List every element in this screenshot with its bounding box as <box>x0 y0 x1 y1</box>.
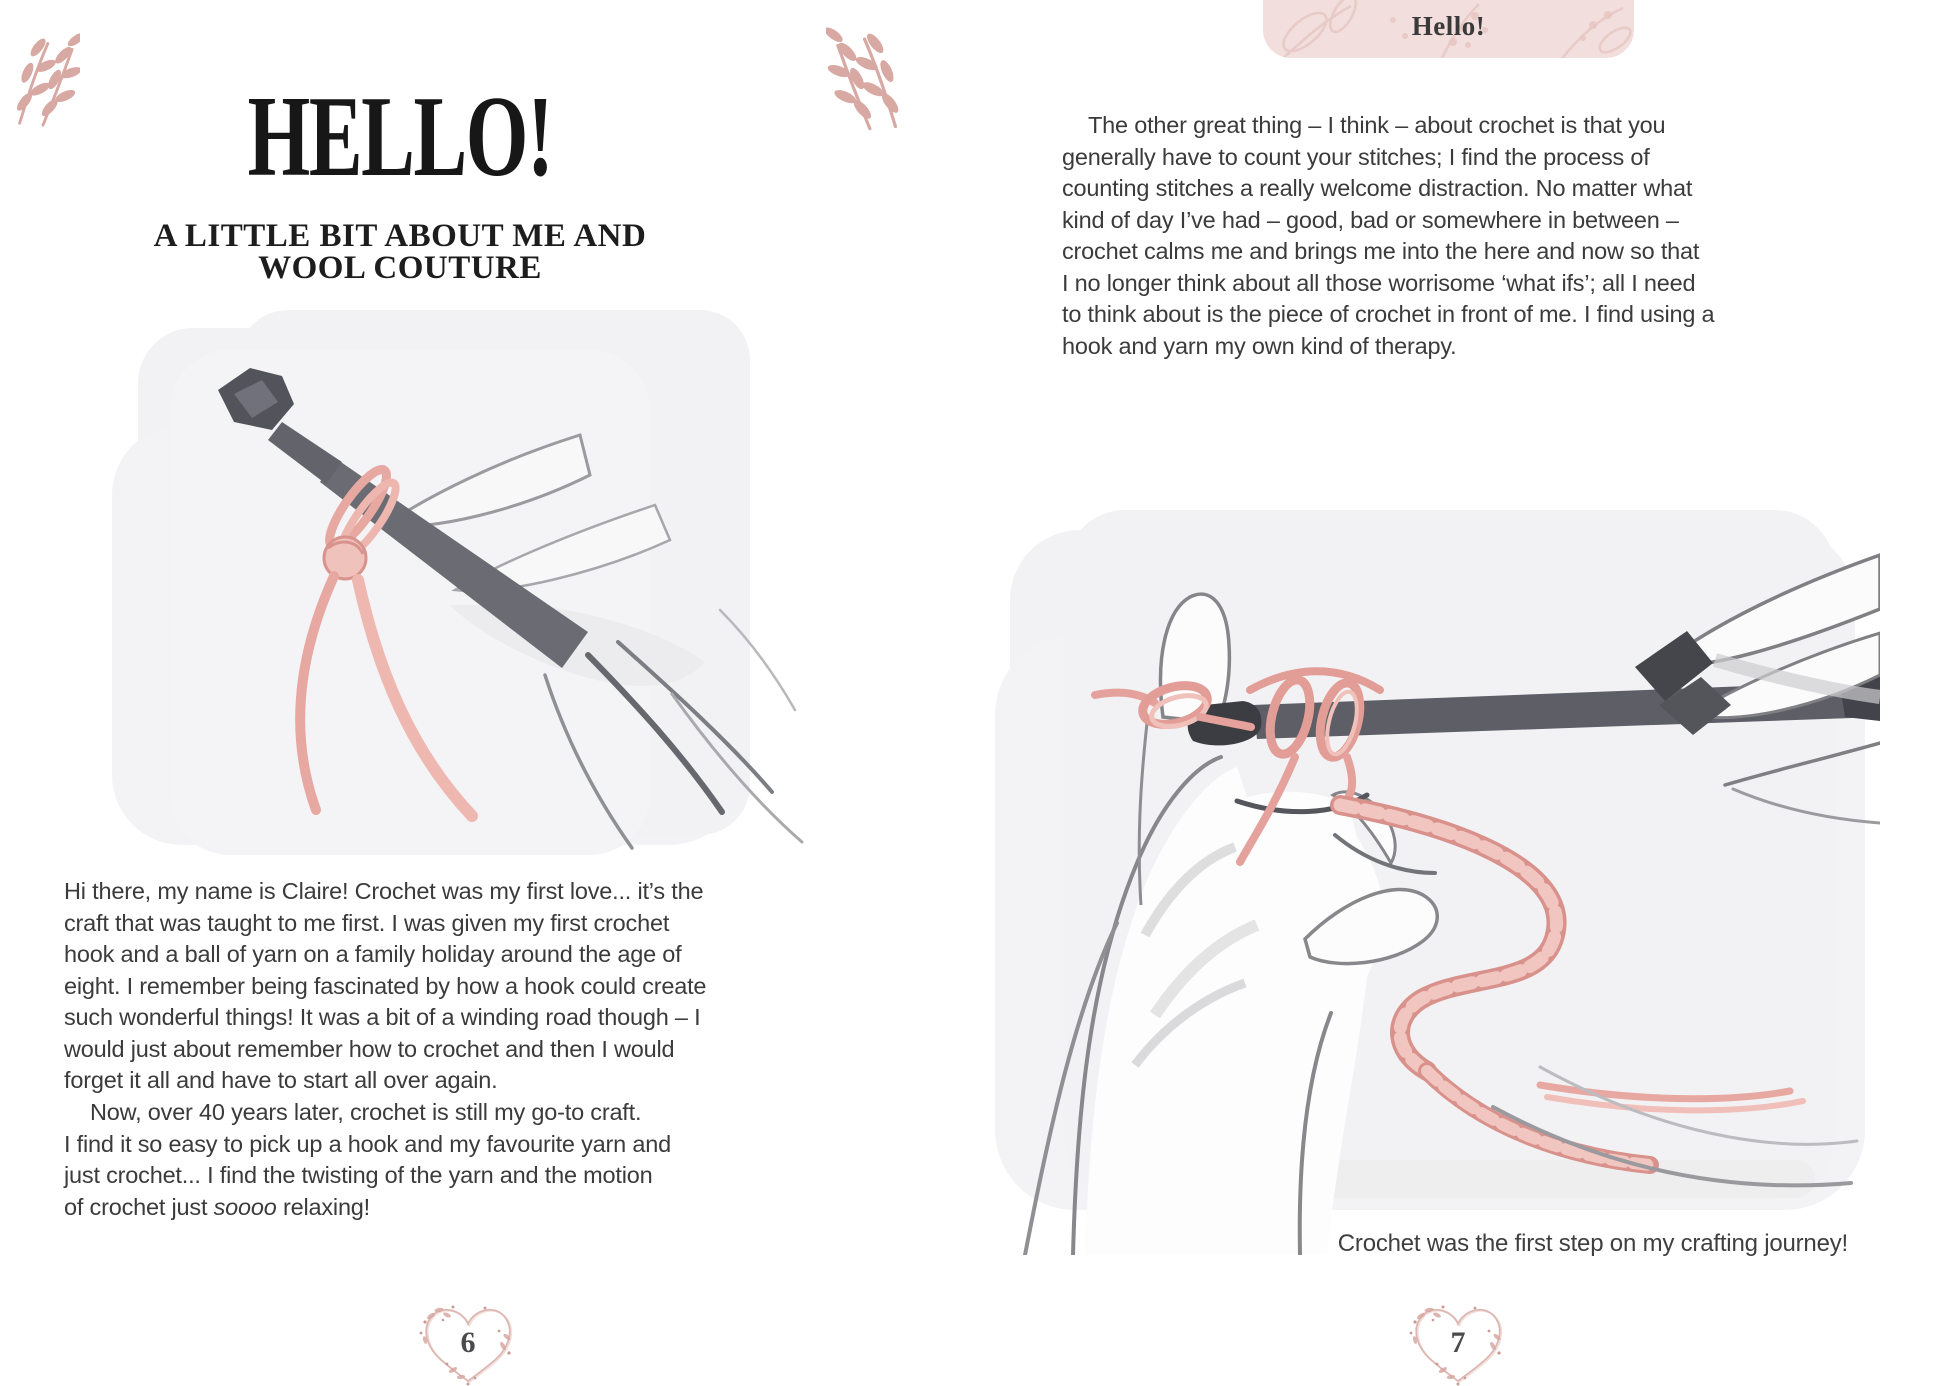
text-line <box>64 1192 854 1224</box>
text-line: The other great thing – I think – about crochet is that you <box>1088 112 1666 138</box>
chapter-tab-label: Hello! <box>1411 10 1486 41</box>
subtitle-line-2: WOOL COUTURE <box>258 250 542 286</box>
text-line: Hi there, my name is Claire! Crochet was my first love... it’s the <box>64 878 704 904</box>
italic-text-segment: soooo <box>213 1193 277 1220</box>
illustration-caption: Crochet was the first step on my crafting journey! <box>1337 1230 1848 1257</box>
about-paragraph-2 <box>64 1097 854 1223</box>
text-line: I find it so easy to pick up a hook and my favourite yarn and <box>64 1130 671 1157</box>
right-page <box>970 0 1940 1386</box>
text-line: to think about is the piece of crochet in front of me. I find using a <box>1062 301 1715 327</box>
crocheting-hands-illustration <box>995 505 1880 1255</box>
text-line: hook and a ball of yarn on a family holiday around the age of <box>64 941 682 967</box>
about-paragraph-1 <box>64 876 854 1097</box>
chapter-tab <box>1263 0 1634 58</box>
page-number-heart-left <box>413 1300 523 1386</box>
page-subtitle <box>90 220 710 284</box>
text-line: I no longer think about all those worrisome ‘what ifs’; all I need <box>1062 269 1696 296</box>
leaf-branches-icon <box>2 28 80 130</box>
page-number-heart-right <box>1403 1300 1513 1386</box>
crochet-hook-illustration <box>110 310 830 865</box>
text-line: Now, over 40 years later, crochet is still my go-to craft. <box>90 1099 642 1125</box>
subtitle-line-1: A LITTLE BIT ABOUT ME AND <box>153 218 647 254</box>
text-line: kind of day I’ve had – good, bad or somewhere in between – <box>1062 206 1679 233</box>
text-line: forget it all and have to start all over again. <box>64 1067 498 1093</box>
text-line: just crochet... I find the twisting of the yarn and the motion <box>64 1162 653 1188</box>
text-line: such wonderful things! It was a bit of a winding road though – I <box>64 1004 701 1030</box>
text-line: crochet calms me and brings me into the here and now so that <box>1062 238 1700 264</box>
therapy-paragraph <box>1062 110 1862 362</box>
text-segment: of crochet just <box>64 1193 214 1220</box>
text-line: would just about remember how to crochet and then I would <box>64 1035 675 1062</box>
page-title: HELLO! <box>247 73 553 200</box>
text-line: hook and yarn my own kind of therapy. <box>1062 332 1457 359</box>
text-segment: relaxing! <box>276 1193 371 1220</box>
page-number: 7 <box>1450 1326 1466 1359</box>
text-line: counting stitches a really welcome distraction. No matter what <box>1062 175 1693 201</box>
page-number: 6 <box>460 1326 476 1359</box>
leaf-branches-mirrored-icon <box>826 22 918 134</box>
text-line: craft that was taught to me first. I was given my first crochet <box>64 909 670 936</box>
text-line: eight. I remember being fascinated by how a hook could create <box>64 972 707 999</box>
text-line: generally have to count your stitches; I find the process of <box>1062 143 1650 170</box>
